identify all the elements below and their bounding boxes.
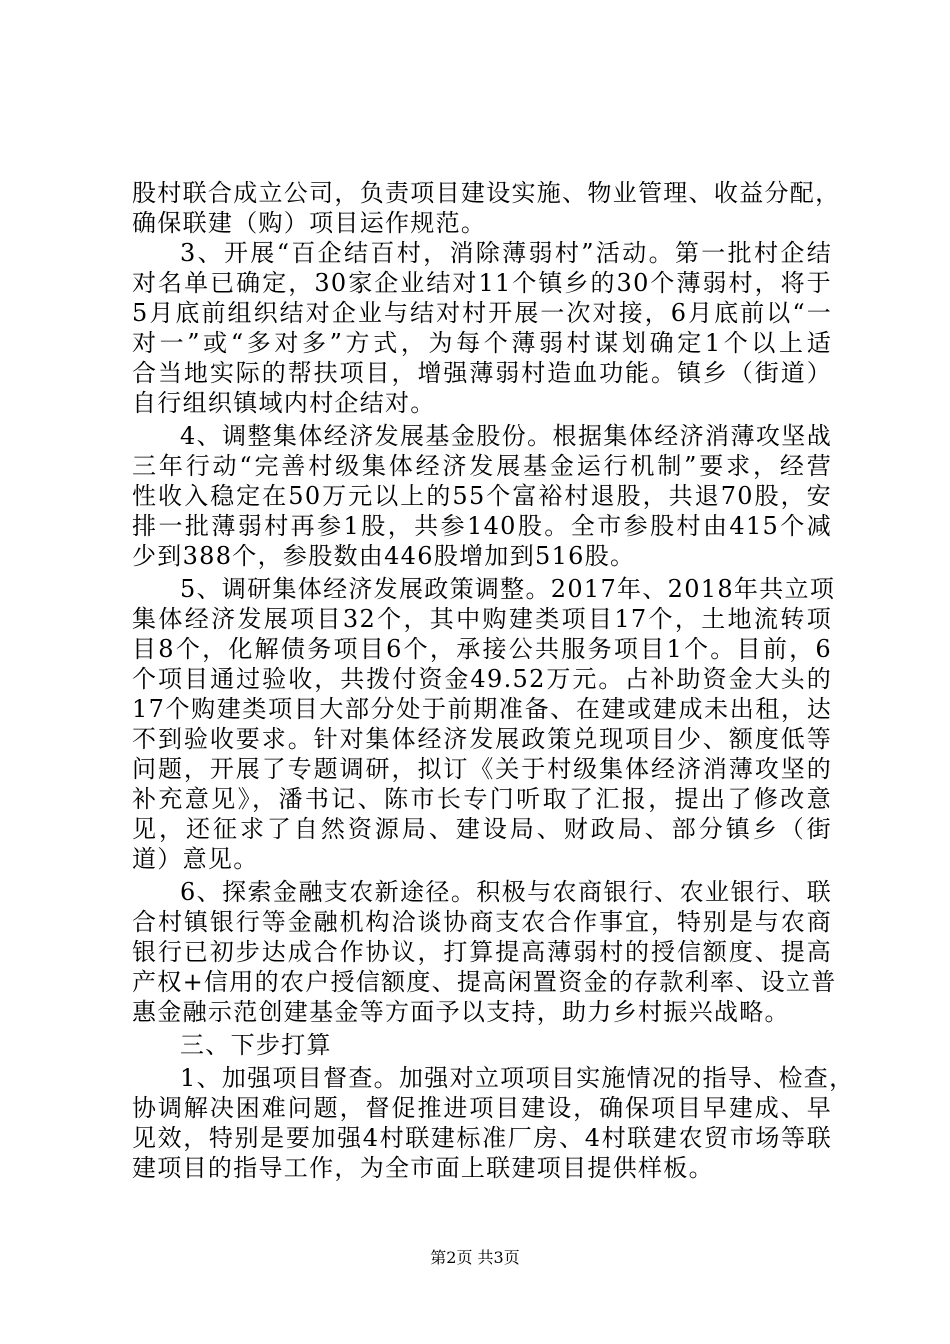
text-line: 确保联建（购）项目运作规范。 xyxy=(132,209,487,237)
text-line: 排一批薄弱村再参1股，共参140股。全市参股村由415个减 xyxy=(132,512,832,540)
text-line: 5月底前组织结对企业与结对村开展一次对接，6月底前以“一 xyxy=(132,299,832,327)
paragraph-1-heading: 1、加强项目督查。加强对立项项目实施情况的指导、检查， xyxy=(180,1064,855,1092)
text-line: 惠金融示范创建基金等方面予以支持，助力乡村振兴战略。 xyxy=(132,998,790,1026)
text-line: 协调解决困难问题，督促推进项目建设，确保项目早建成、早 xyxy=(132,1094,832,1122)
paragraph-5-heading: 5、调研集体经济发展政策调整。2017年、2018年共立项 xyxy=(180,575,836,603)
text-line: 自行组织镇域内村企结对。 xyxy=(132,389,436,417)
section-heading: 三、下步打算 xyxy=(180,1031,332,1059)
text-line: 道）意见。 xyxy=(132,845,259,873)
text-line: 17个购建类项目大部分处于前期准备、在建或建成未出租，达 xyxy=(132,695,832,723)
paragraph-6-heading: 6、探索金融支农新途径。积极与农商银行、农业银行、联 xyxy=(180,878,832,906)
text-line: 建项目的指导工作，为全市面上联建项目提供样板。 xyxy=(132,1154,714,1182)
text-line: 产权+信用的农户授信额度、提高闲置资金的存款利率、设立普 xyxy=(132,968,837,996)
text-line: 性收入稳定在50万元以上的55个富裕村退股，共退70股，安 xyxy=(132,482,832,510)
text-line: 股村联合成立公司，负责项目建设实施、物业管理、收益分配， xyxy=(132,179,841,207)
text-line: 对名单已确定，30家企业结对11个镇乡的30个薄弱村，将于 xyxy=(132,269,832,297)
text-line: 对一”或“多对多”方式，为每个薄弱村谋划确定1个以上适 xyxy=(132,329,832,357)
paragraph-4-heading: 4、调整集体经济发展基金股份。根据集体经济消薄攻坚战 xyxy=(180,422,832,450)
text-line: 不到验收要求。针对集体经济发展政策兑现项目少、额度低等 xyxy=(132,725,832,753)
text-line: 个项目通过验收，共拨付资金49.52万元。占补助资金大头的 xyxy=(132,665,832,693)
text-line: 问题，开展了专题调研，拟订《关于村级集体经济消薄攻坚的 xyxy=(132,755,832,783)
text-line: 见效，特别是要加强4村联建标准厂房、4村联建农贸市场等联 xyxy=(132,1124,832,1152)
text-line: 补充意见》，潘书记、陈市长专门听取了汇报，提出了修改意 xyxy=(132,785,832,813)
page-footer: 第2页 共3页 xyxy=(430,1248,520,1267)
text-line: 银行已初步达成合作协议，打算提高薄弱村的授信额度、提高 xyxy=(132,938,832,966)
text-line: 少到388个，参股数由446股增加到516股。 xyxy=(132,542,636,570)
text-line: 目8个，化解债务项目6个，承接公共服务项目1个。目前，6 xyxy=(132,635,832,663)
paragraph-3-heading: 3、开展“百企结百村，消除薄弱村”活动。第一批村企结 xyxy=(180,239,832,267)
text-line: 合村镇银行等金融机构洽谈协商支农合作事宜，特别是与农商 xyxy=(132,908,832,936)
text-line: 三年行动“完善村级集体经济发展基金运行机制”要求，经营 xyxy=(132,452,832,480)
text-line: 见，还征求了自然资源局、建设局、财政局、部分镇乡（街 xyxy=(132,815,832,843)
text-line: 合当地实际的帮扶项目，增强薄弱村造血功能。镇乡（街道） xyxy=(132,359,832,387)
text-line: 集体经济发展项目32个，其中购建类项目17个，土地流转项 xyxy=(132,605,832,633)
